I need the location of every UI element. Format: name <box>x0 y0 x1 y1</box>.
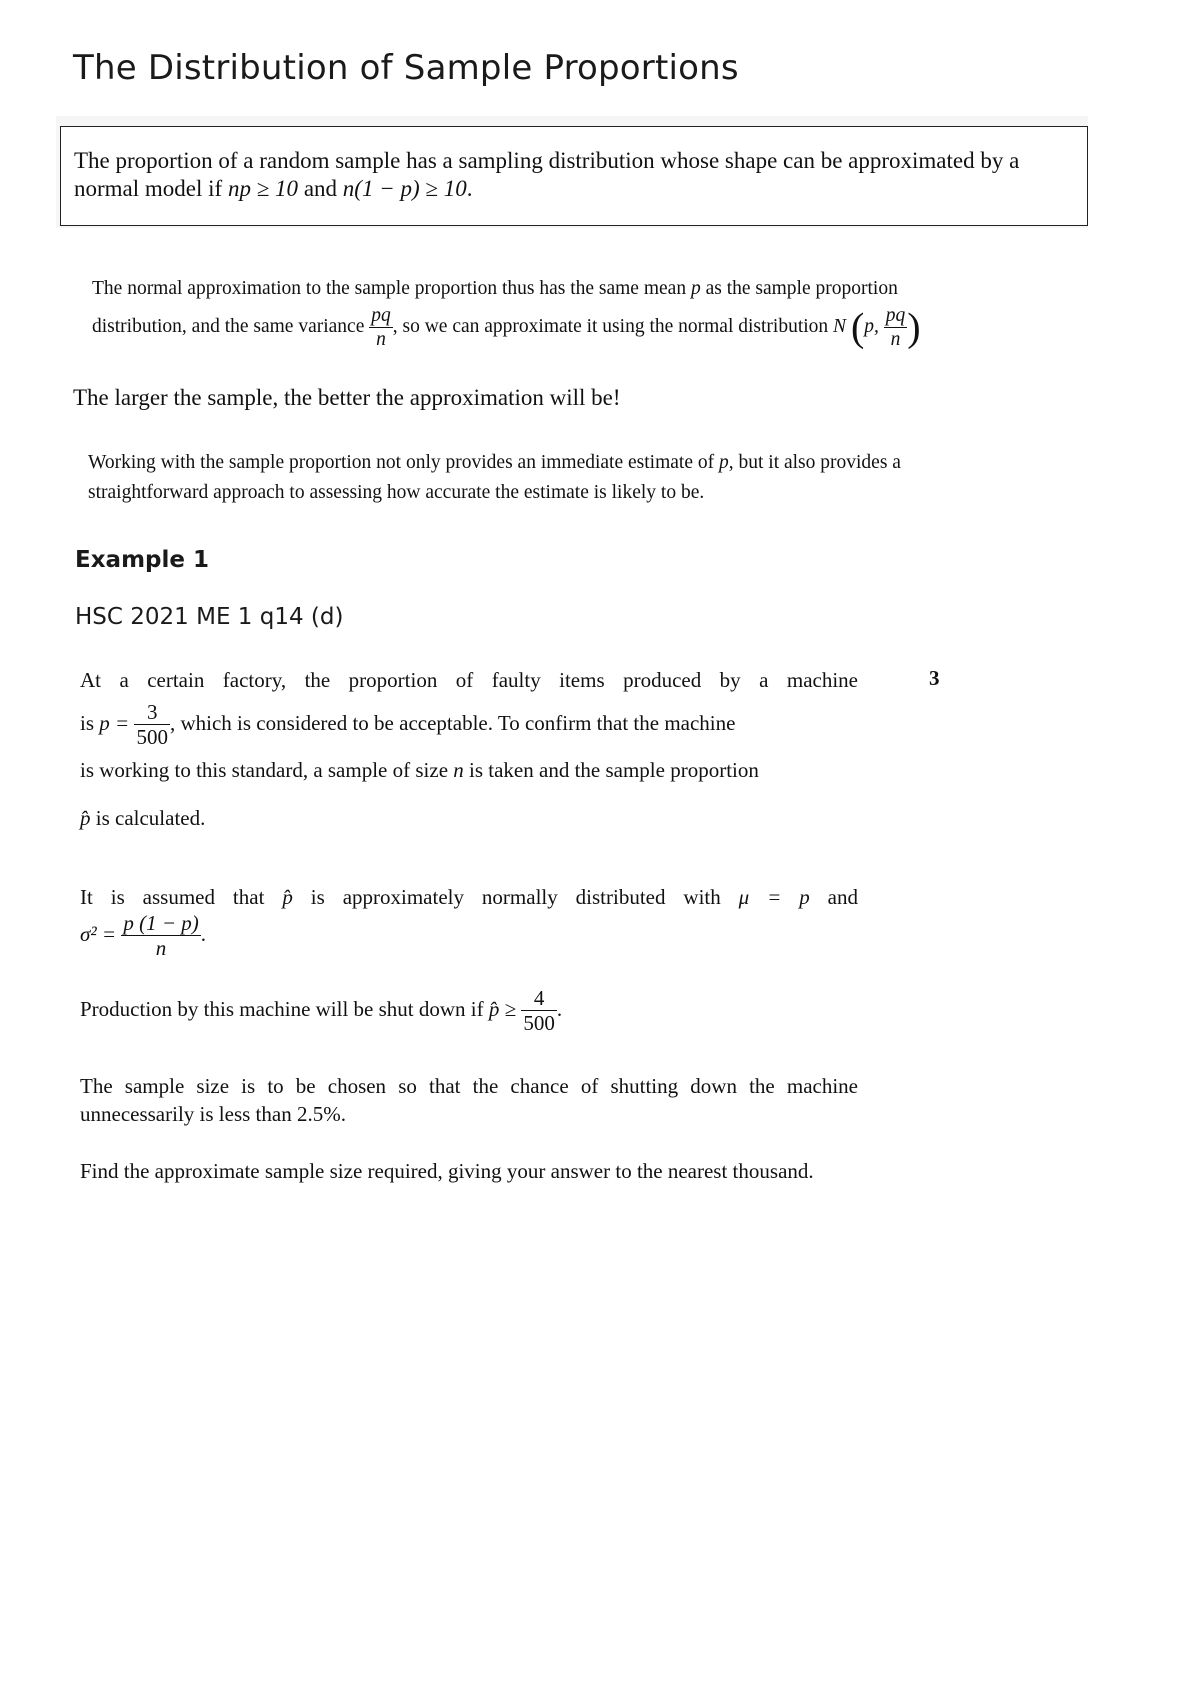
approximation-paragraph <box>92 274 1092 349</box>
condition-np: np ≥ 10 <box>227 176 299 201</box>
p-numerator: 3 <box>134 702 170 725</box>
normal-N: N <box>833 315 847 337</box>
p-hat: p̂ <box>80 806 91 830</box>
question-paragraph-2 <box>80 883 858 959</box>
left-paren: ( <box>850 304 865 350</box>
threshold-numerator: 4 <box>521 988 557 1011</box>
question-line-3b: is taken and the sample proportion <box>463 758 759 782</box>
working-text-3: straightforward approach to assessing how accurate the estimate is likely to be. <box>88 482 705 503</box>
approx-text-1: The normal approximation to the sample proportion thus has the same mean <box>92 278 691 299</box>
p-hat-threshold: p̂ ≥ <box>488 996 517 1021</box>
normal-variance-denominator: n <box>890 328 901 350</box>
variance-denominator: n <box>376 328 386 350</box>
normal-variance-numerator: pq <box>885 305 906 326</box>
question-paragraph-3 <box>80 988 858 1034</box>
and-text: and <box>809 885 858 909</box>
condition-nq: n(1 − p) ≥ 10 <box>342 176 467 201</box>
question-paragraph-1 <box>80 666 858 832</box>
sigma-fraction <box>121 913 200 959</box>
p-equals: p = <box>99 710 130 735</box>
approx-text-4: , so we can approximate it using the normal distribution <box>392 315 834 337</box>
question-is: is <box>80 710 100 735</box>
sigma-denominator: n <box>155 936 167 960</box>
threshold-end: . <box>556 996 563 1021</box>
sigma-squared: σ² = <box>80 921 117 946</box>
mu-equals-p: μ = p <box>738 885 810 909</box>
definition-and: and <box>298 176 343 201</box>
threshold-denominator: 500 <box>523 1011 555 1035</box>
definition-end: . <box>466 176 473 201</box>
approx-text-3: distribution, and the same variance <box>92 315 370 337</box>
approx-text-2: as the sample proportion <box>700 278 898 299</box>
question-line-2: , which is considered to be acceptable. To confirm that the machine <box>169 710 736 735</box>
right-paren: ) <box>907 304 921 350</box>
estimate-p: p <box>718 452 729 473</box>
distributed-text: is approximately normally distributed with <box>292 885 739 909</box>
question-line-1: At a certain factory, the proportion of faulty items produced by a machine <box>80 668 858 692</box>
sigma-end: . <box>200 921 206 946</box>
question-line-4: is calculated. <box>90 806 206 830</box>
working-text-1: Working with the sample proportion not only provides an immediate estimate of <box>88 452 719 473</box>
sigma-numerator: p (1 − p) <box>123 911 199 935</box>
question-marks: 3 <box>929 666 940 690</box>
mean-p: p <box>690 278 701 299</box>
variance-fraction <box>369 306 393 349</box>
question-paragraph-5: Find the approximate sample size required, giving your answer to the nearest thousand. <box>80 1159 814 1183</box>
working-text-2: , but it also provides a <box>728 452 901 473</box>
page-title: The Distribution of Sample Proportions <box>73 48 739 88</box>
sample-size-n: n <box>453 758 464 782</box>
p-hat-2: p̂ <box>282 885 293 909</box>
working-paragraph <box>88 448 1088 508</box>
question-line-3a: is working to this standard, a sample of size <box>80 758 454 782</box>
normal-mean: p, <box>864 315 879 337</box>
p-denominator: 500 <box>136 725 168 749</box>
definition-text: The proportion of a random sample has a sampling distribution whose shape can be approximated by a normal model if <box>74 148 1020 201</box>
example-heading: Example 1 <box>75 547 209 573</box>
threshold-fraction <box>521 988 557 1034</box>
shutdown-text: Production by this machine will be shut down if <box>80 996 489 1021</box>
question-paragraph-4: The sample size is to be chosen so that the chance of shutting down the machine unnecessarily is less than 2.5%. <box>80 1074 858 1126</box>
assumed-text: It is assumed that <box>80 885 283 909</box>
definition-box <box>60 126 1088 226</box>
variance-numerator: pq <box>371 305 391 326</box>
question-source: HSC 2021 ME 1 q14 (d) <box>75 604 344 630</box>
larger-sample-note: The larger the sample, the better the approximation will be! <box>73 385 621 410</box>
p-fraction <box>134 702 170 748</box>
normal-variance-fraction <box>884 306 908 349</box>
